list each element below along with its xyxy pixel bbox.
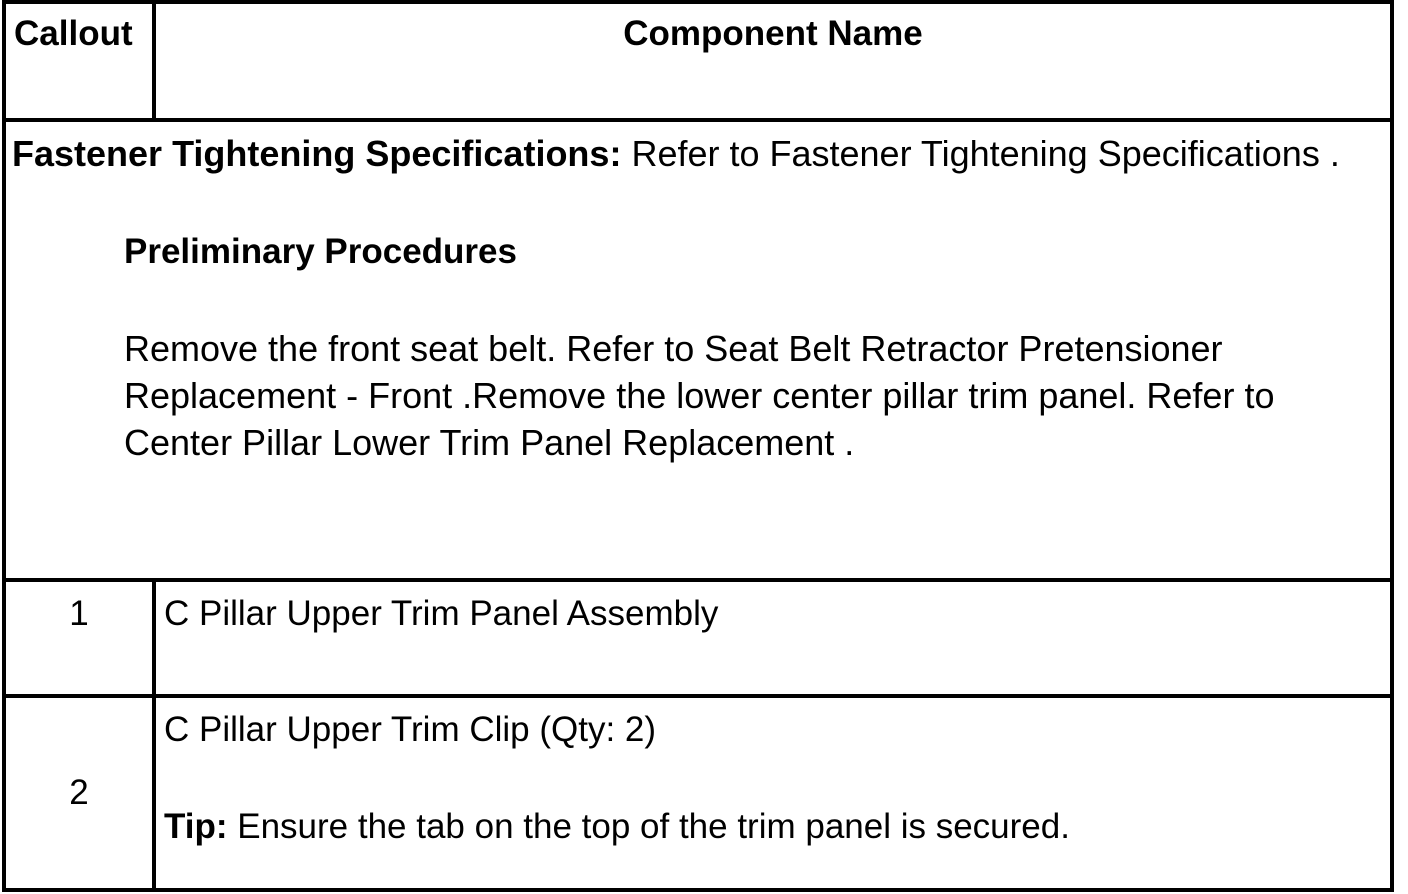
row-component-name: C Pillar Upper Trim Clip (Qty: 2) <box>164 710 657 749</box>
tip-line <box>164 803 1390 850</box>
fastener-spec-text: Refer to Fastener Tightening Specifications . <box>621 133 1340 174</box>
component-table <box>2 0 1394 892</box>
procedure-table-container <box>2 0 1398 890</box>
fastener-spec-line <box>12 130 1380 178</box>
tip-text: Ensure the tab on the top of the trim panel is secured. <box>227 807 1070 847</box>
header-callout: Callout <box>4 2 154 120</box>
table-row <box>4 696 1392 890</box>
table-row <box>4 580 1392 696</box>
preliminary-procedures-title: Preliminary Procedures <box>124 231 517 271</box>
row-component-name: C Pillar Upper Trim Panel Assembly <box>154 580 1392 696</box>
intro-row <box>4 120 1392 580</box>
row-callout: 1 <box>4 580 154 696</box>
fastener-spec-label: Fastener Tightening Specifications: <box>12 133 622 174</box>
row-component-cell <box>154 696 1392 890</box>
preliminary-procedures-body: Remove the front seat belt. Refer to Seat Belt Retractor Pretensioner Replacement - Front .Remove the lower center pillar trim panel. Refer to Center Pillar Lower Trim Panel Replacement . <box>124 328 1275 464</box>
header-row <box>4 2 1392 120</box>
tip-label: Tip: <box>164 807 228 847</box>
header-component-name: Component Name <box>154 2 1392 120</box>
intro-cell <box>4 120 1392 580</box>
row-callout: 2 <box>4 696 154 890</box>
